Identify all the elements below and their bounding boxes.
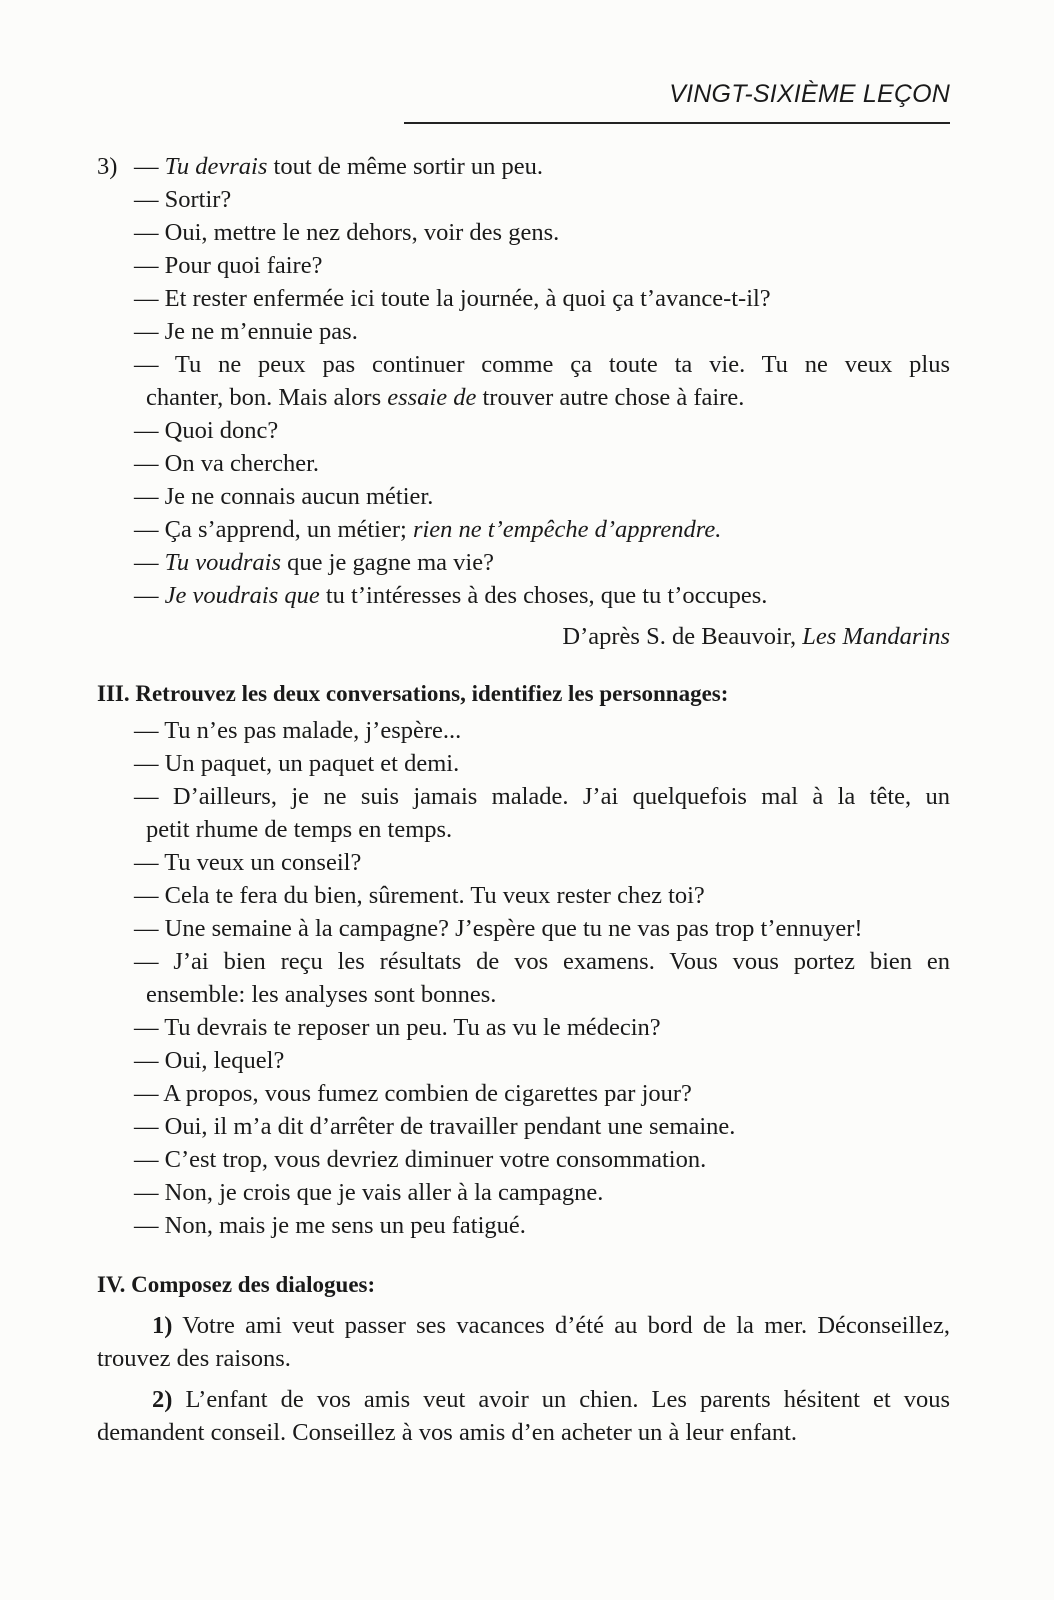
page-body (97, 150, 950, 1449)
dialogue-line: — Ça s’apprend, un métier; rien ne t’empêche d’apprendre. (134, 516, 722, 543)
exercise-4-heading: IV. Composez des dialogues: (97, 1272, 376, 1297)
exercise-line: — Cela te fera du bien, sûrement. Tu veux rester chez toi? (134, 882, 705, 909)
exercise-line: — C’est trop, vous devriez diminuer votre consommation. (134, 1146, 707, 1173)
exercise-line: — J’ai bien reçu les résultats de vos examens. Vous vous portez bien en (134, 948, 951, 975)
exercise-line: — A propos, vous fumez combien de cigarettes par jour? (134, 1080, 692, 1107)
dialogue-line: — Je ne connais aucun métier. (134, 483, 434, 510)
exercise-line: — Tu n’es pas malade, j’espère... (134, 717, 462, 744)
dialogue-line: — Quoi donc? (134, 417, 279, 444)
source-attribution: D’après S. de Beauvoir, Les Mandarins (562, 623, 950, 650)
dialogue-line: — Oui, mettre le nez dehors, voir des gens. (134, 219, 560, 246)
header-rule (404, 122, 950, 124)
dialogue-line: — Sortir? (134, 186, 232, 213)
dialogue-line: — Tu voudrais que je gagne ma vie? (134, 549, 494, 576)
exercise-continuation: ensemble: les analyses sont bonnes. (146, 981, 497, 1008)
dialogue-line: — On va chercher. (134, 450, 320, 477)
exercise-continuation: petit rhume de temps en temps. (146, 816, 453, 843)
dialogue-line: 3) — Tu devrais tout de même sortir un peu. (97, 150, 950, 183)
exercise-4-item: 1) Votre ami veut passer ses vacances d’été au bord de la mer. Déconseillez, trouvez des raisons. (97, 1312, 950, 1372)
exercise-line: — Un paquet, un paquet et demi. (134, 750, 460, 777)
exercise-line: — Une semaine à la campagne? J’espère que tu ne vas pas trop t’ennuyer! (134, 915, 863, 942)
exercise-line: — Oui, il m’a dit d’arrêter de travailler pendant une semaine. (134, 1113, 736, 1140)
dialogue-line: — Je ne m’ennuie pas. (134, 318, 358, 345)
item-number: 1) (152, 1312, 173, 1339)
exercise-3-heading: III. Retrouvez les deux conversations, identifiez les personnages: (97, 681, 729, 706)
dialogue-line: — Tu ne peux pas continuer comme ça toute ta vie. Tu ne veux plus (134, 351, 950, 378)
exercise-line: — Tu veux un conseil? (134, 849, 362, 876)
exercise-line: — Non, mais je me sens un peu fatigué. (134, 1212, 526, 1239)
running-head: VINGT-SIXIÈME LEÇON (669, 80, 950, 108)
dialogue-continuation: chanter, bon. Mais alors essaie de trouver autre chose à faire. (146, 384, 745, 411)
exercise-line: — Non, je crois que je vais aller à la campagne. (134, 1179, 604, 1206)
dialogue-line: — Pour quoi faire? (134, 252, 323, 279)
item-number: 2) (152, 1386, 173, 1413)
dialogue-number: 3) (97, 153, 118, 180)
exercise-line: — D’ailleurs, je ne suis jamais malade. J’ai quelquefois mal à la tête, un (134, 783, 951, 810)
book-title: Les Mandarins (802, 623, 950, 650)
exercise-line: — Tu devrais te reposer un peu. Tu as vu le médecin? (134, 1014, 661, 1041)
dialogue-line: — Et rester enfermée ici toute la journée, à quoi ça t’avance-t-il? (134, 285, 771, 312)
exercise-4-item: 2) L’enfant de vos amis veut avoir un chien. Les parents hésitent et vous demandent conseil. Conseillez à vos amis d’en acheter un à leur enfant. (97, 1386, 950, 1446)
dialogue-line: — Je voudrais que tu t’intéresses à des choses, que tu t’occupes. (134, 582, 768, 609)
exercise-line: — Oui, lequel? (134, 1047, 285, 1074)
